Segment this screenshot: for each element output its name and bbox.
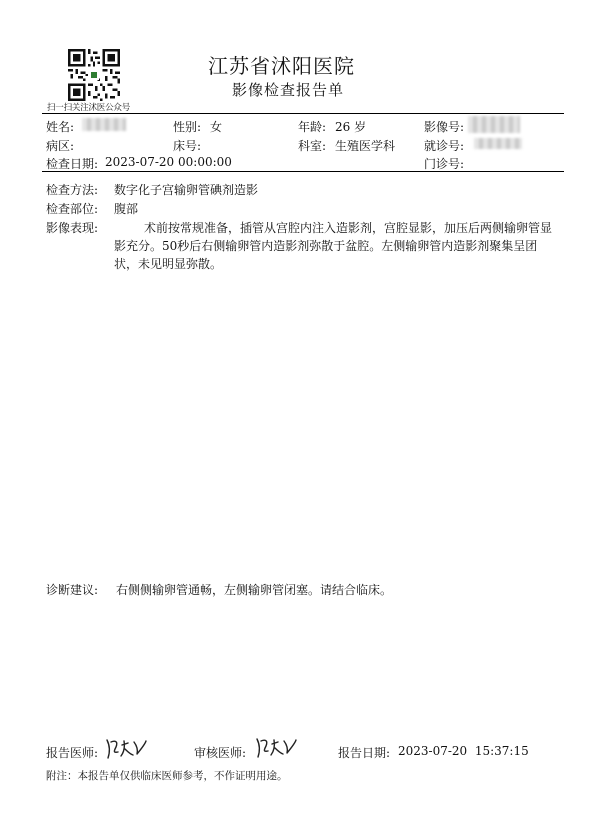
report-doctor-label: 报告医师: <box>46 746 99 760</box>
gender-label: 性别: <box>173 120 202 134</box>
redacted-visit-no <box>474 138 522 149</box>
method-label: 检查方法: <box>46 183 99 197</box>
report-date-label: 报告日期: <box>338 746 391 760</box>
redacted-image-no <box>468 116 520 133</box>
dept-value: 生殖医学科 <box>335 139 396 153</box>
report-date-value: 2023-07-20 15:37:15 <box>398 744 529 758</box>
diagnosis-text: 右侧侧输卵管通畅，左侧输卵管闭塞。请结合临床。 <box>116 583 393 597</box>
image-no-label: 影像号: <box>424 120 465 134</box>
hospital-name: 江苏省沭阳医院 <box>208 54 355 78</box>
site-label: 检查部位: <box>46 202 99 216</box>
review-doctor-signature <box>254 735 298 759</box>
outpatient-no-label: 门诊号: <box>424 157 465 171</box>
visit-no-label: 就诊号: <box>424 139 465 153</box>
report-doctor-signature <box>104 736 148 760</box>
findings-text: 术前按常规准备，插管从宫腔内注入造影剂，宫腔显影，加压后两侧输卵管显影充分。50秒后右侧输卵管内造影剂弥散于盆腔。左侧输卵管内造影剂聚集呈团状，未见明显弥散。 <box>114 221 553 271</box>
qr-code <box>68 49 120 101</box>
site-value: 腹部 <box>114 202 139 216</box>
name-label: 姓名: <box>46 120 75 134</box>
ward-label: 病区: <box>46 139 75 153</box>
dept-label: 科室: <box>298 139 327 153</box>
findings-label: 影像表现: <box>46 221 99 235</box>
info-divider <box>42 171 564 172</box>
diagnosis-label: 诊断建议: <box>46 583 99 597</box>
bed-label: 床号: <box>173 139 202 153</box>
exam-date-label: 检查日期: <box>46 157 99 171</box>
method-value: 数字化子宫输卵管碘剂造影 <box>114 183 259 197</box>
age-value: 26 岁 <box>335 120 367 134</box>
redacted-name <box>82 118 126 131</box>
review-doctor-label: 审核医师: <box>194 746 247 760</box>
gender-value: 女 <box>210 120 223 134</box>
exam-date-value: 2023-07-20 00:00:00 <box>105 155 232 169</box>
header-divider <box>42 113 564 114</box>
report-title: 影像检查报告单 <box>232 81 345 99</box>
footnote: 附注：本报告单仅供临床医师参考，不作证明用途。 <box>46 770 288 782</box>
age-label: 年龄: <box>298 120 327 134</box>
qr-caption: 扫一扫关注沭医公众号 <box>47 103 131 113</box>
